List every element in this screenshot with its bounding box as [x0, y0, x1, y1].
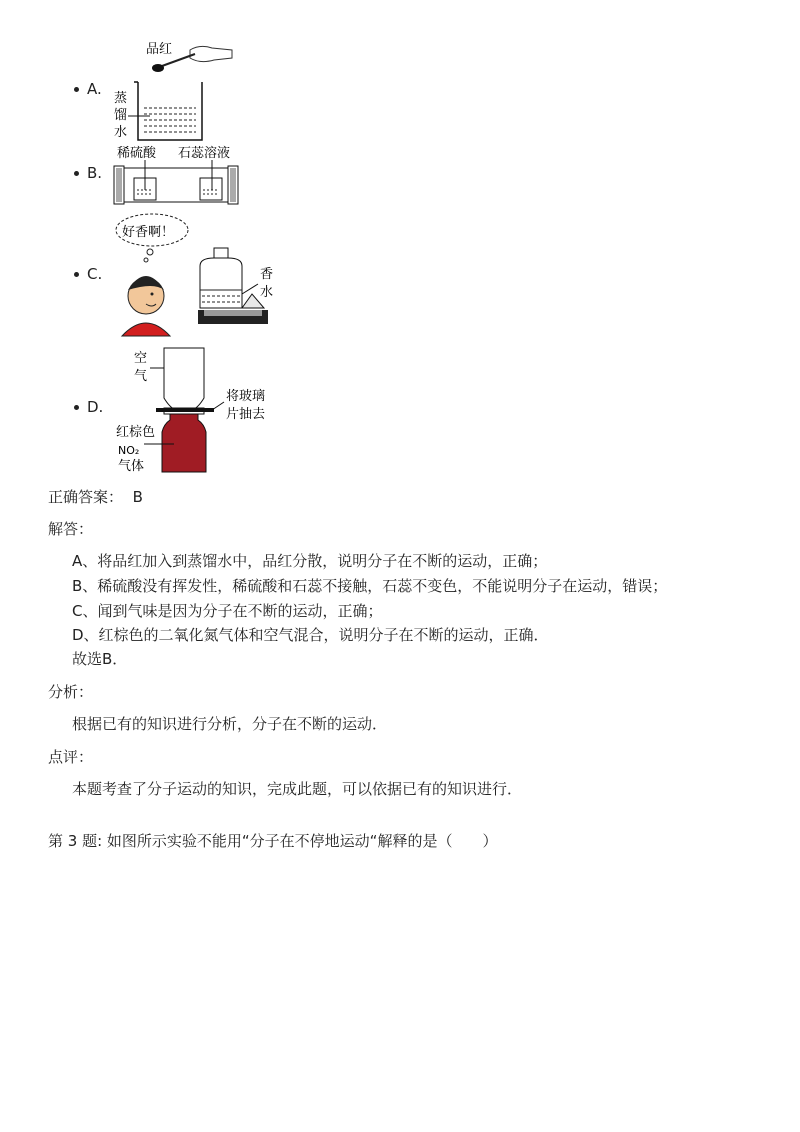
analysis-text: 根据已有的知识进行分析，分子在不断的运动． [72, 715, 388, 733]
option-b [74, 164, 102, 182]
solution-line-c: C、闻到气味是因为分子在不断的运动，正确； [72, 602, 383, 620]
svg-text:将玻璃: 将玻璃 [226, 389, 266, 404]
option-a [74, 80, 102, 98]
figure-label-dilute-acid: 稀硫酸 [117, 146, 157, 161]
answer-value: B [132, 488, 143, 506]
figure-d-no2 [112, 346, 282, 476]
figure-c-perfume [112, 208, 282, 343]
next-question: 第 3 题: 如图所示实验不能用“分子在不停地运动“解释的是（ ） [48, 832, 498, 850]
svg-text:馏: 馏 [114, 108, 128, 123]
figure-label-pinhong: 品红 [146, 42, 173, 57]
svg-text:水: 水 [260, 285, 274, 300]
svg-text:气体: 气体 [118, 459, 145, 474]
svg-text:空: 空 [134, 351, 148, 366]
bullet-dot [74, 405, 79, 410]
bullet-dot [74, 87, 79, 92]
option-letter: A. [87, 80, 102, 98]
svg-text:红棕色: 红棕色 [116, 425, 156, 440]
solution-line-a: A、将品红加入到蒸馏水中，品红分散，说明分子在不断的运动，正确； [72, 552, 548, 570]
comment-heading: 点评： [48, 748, 94, 766]
bullet-dot [74, 272, 79, 277]
solution-line-b: B、稀硫酸没有挥发性，稀硫酸和石蕊不接触，石蕊不变色，不能说明分子在运动，错误； [72, 577, 668, 595]
comment-text: 本题考查了分子运动的知识，完成此题，可以依据已有的知识进行． [72, 780, 523, 798]
option-letter: D. [87, 398, 104, 416]
figure-b-bell-jar [112, 142, 252, 207]
solution-line-d: D、红棕色的二氧化氮气体和空气混合，说明分子在不断的运动，正确． [72, 626, 549, 644]
svg-text:片抽去: 片抽去 [226, 407, 266, 422]
solution-heading: 解答： [48, 520, 94, 538]
option-d [74, 398, 103, 416]
bullet-dot [74, 171, 79, 176]
svg-text:NO₂: NO₂ [118, 444, 140, 457]
svg-text:气: 气 [134, 369, 148, 384]
speech-bubble-text: 好香啊！ [122, 225, 175, 240]
svg-text:香: 香 [260, 267, 274, 282]
svg-text:水: 水 [114, 125, 128, 140]
answer-label: 正确答案： [48, 488, 124, 506]
answer-line [48, 486, 143, 507]
svg-text:蒸: 蒸 [114, 91, 128, 106]
figure-a-beaker [110, 40, 250, 150]
option-c [74, 265, 102, 283]
option-letter: B. [87, 164, 103, 182]
solution-conclusion: 故选B． [72, 650, 128, 668]
figure-label-litmus: 石蕊溶液 [178, 146, 231, 161]
analysis-heading: 分析： [48, 683, 94, 701]
option-letter: C. [87, 265, 103, 283]
